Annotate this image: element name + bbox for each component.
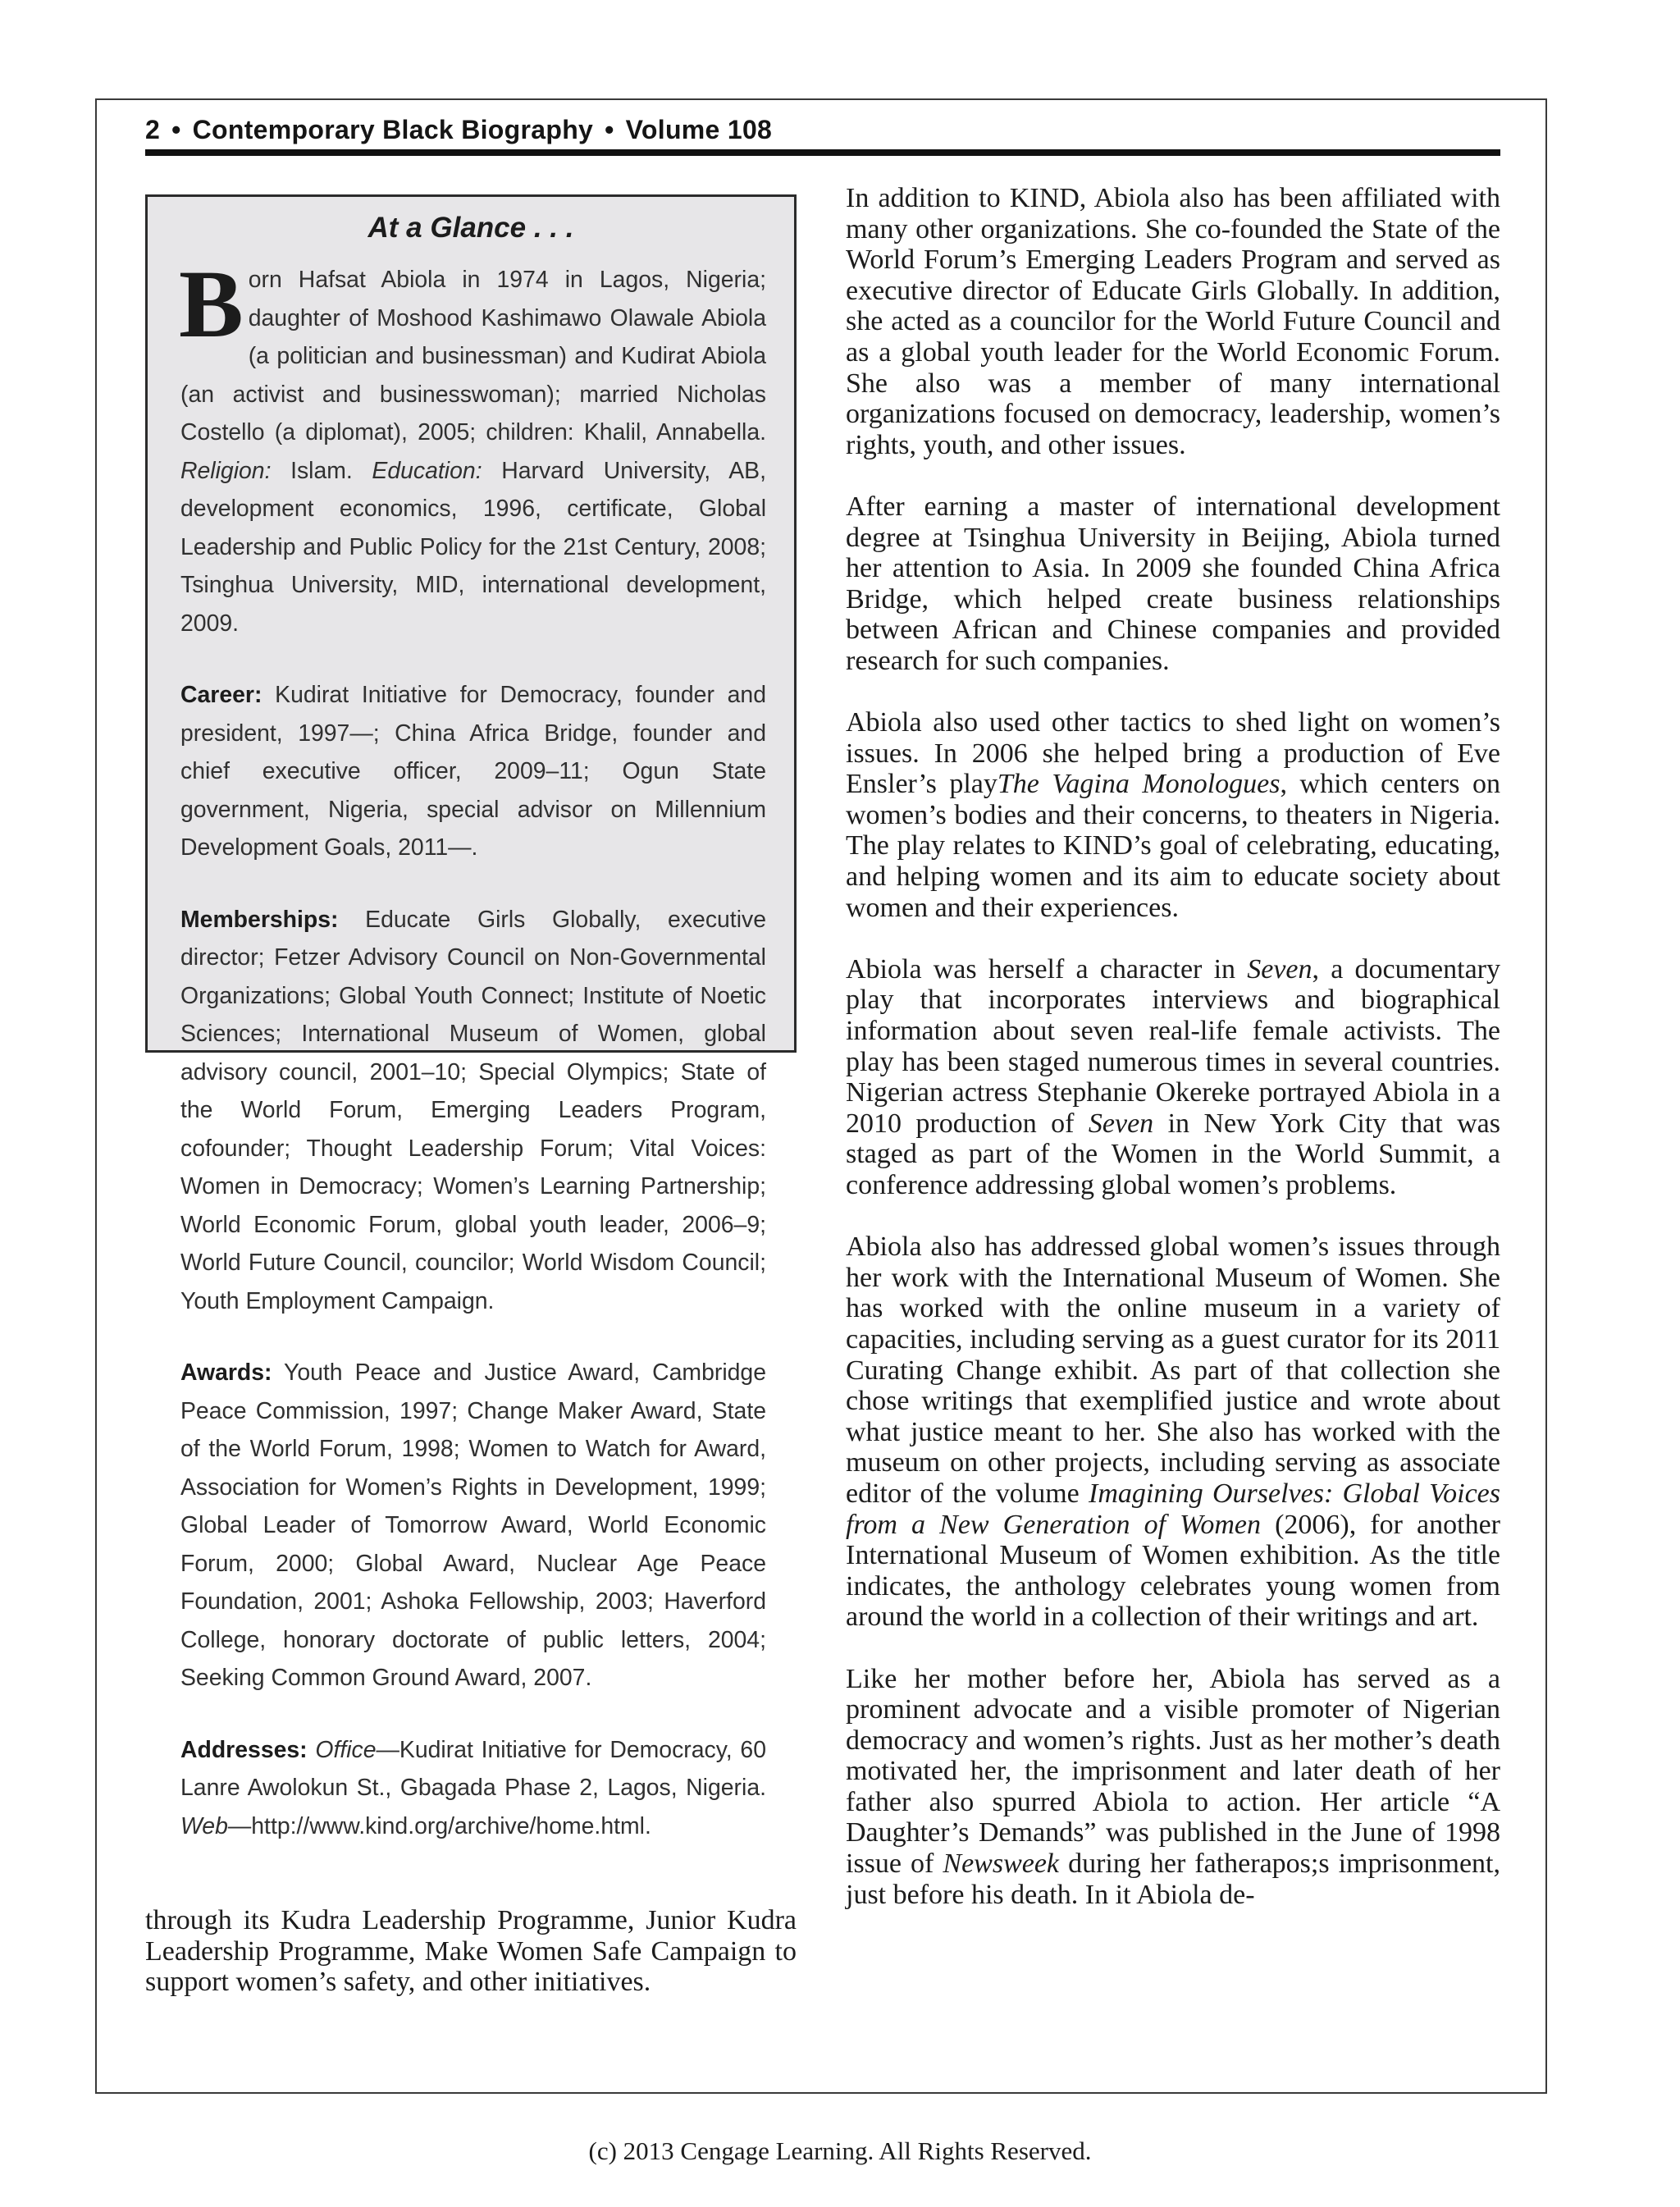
text-run: , a documentary play that incorporates interviews and biographical information about seven real-life female activists. The play has been staged numerous times in several countries. Nigerian actress Stephanie Okereke portrayed Abiola in a 2010 production of (846, 953, 1501, 1139)
drop-cap: B (179, 250, 244, 358)
copyright-footer: (c) 2013 Cengage Learning. All Rights Reserved. (588, 2136, 1092, 2165)
awards-text: Youth Peace and Justice Award, Cambridge Peace Commission, 1997; Change Maker Award, State of the World Forum, 1998; Women to Watch for Award, Association for Women’s Rights in Development, 1999; Global Leader of Tomorrow Award, World Economic Forum, 2000; Global Award, Nuclear Age Peace Foundation, 2001; Ashoka Fellowship, 2003; Haverford College, honorary doctorate of public letters, 2004; Seeking Common Ground Award, 2007. (180, 1359, 766, 1691)
text-run: during her fatherapos;s imprisonment, just before his death. In it Abiola de- (846, 1848, 1500, 1910)
born-text: orn Hafsat Abiola in 1974 in Lagos, Nigeria; daughter of Moshood Kashimawo Olawale Abiola (a politician and businessman) and Kudirat Abiola (an activist and businesswoman); married Nicholas Costello (a diplomat), 2005; children: Khalil, Annabella. (180, 267, 766, 446)
separator-bullet: • (605, 115, 614, 144)
body-paragraph: In addition to KIND, Abiola also has been affiliated with many other organizations. She co-founded the State of the World Forum’s Emerging Leaders Program and served as executive director of Educate Girls Globally. In addition, she acted as a councilor for the World Future Council and as a global youth leader for the World Economic Forum. She also was a member of many international organizations focused on democracy, leadership, women’s rights, youth, and other issues. (846, 183, 1500, 460)
publication-title: Contemporary Black Biography (192, 115, 594, 144)
awards-label: Awards: (180, 1359, 272, 1386)
web-text: —http://www.kind.org/archive/home.html. (227, 1812, 651, 1839)
memberships-label: Memberships: (180, 906, 339, 933)
work-title: Imagining Ourselves: Global Voices from a New Generation of Women (846, 1478, 1500, 1540)
career-text: Kudirat Initiative for Democracy, founder and president, 1997—; China Africa Bridge, founder and chief executive officer, 2009–11; Ogun State government, Nigeria, special advisor on Millennium Development Goals, 2011—. (180, 682, 766, 861)
text-run: (2006), for another International Museum of Women exhibition. As the title indicates, the anthology celebrates young women from around the world in a collection of their writings and art. (846, 1509, 1500, 1633)
office-text: —Kudirat Initiative for Democracy, 60 Lanre Awolokun St., Gbagada Phase 2, Lagos, Nigeria. (180, 1736, 766, 1801)
memberships-text: Educate Girls Globally, executive director; Fetzer Advisory Council on Non-Governmental Organizations; Global Youth Connect; Institute of Noetic Sciences; International Museum of Women, global advisory council, 2001–10; Special Olympics; State of the World Forum, Emerging Leaders Program, cofounder; Thought Leadership Forum; Vital Voices: Women in Democracy; Women’s Learning Partnership; World Economic Forum, global youth leader, 2006–9; World Future Council, councilor; World Wisdom Council; Youth Employment Campaign. (180, 906, 766, 1314)
running-head (145, 115, 1500, 145)
volume-label: Volume 108 (625, 115, 773, 144)
body-paragraph: After earning a master of international development degree at Tsinghua University in Beijing, Abiola turned her attention to Asia. In 2009 she founded China Africa Bridge, which helped create business relationships between African and Chinese companies and provided research for such companies. (846, 491, 1500, 676)
body-paragraph (846, 1231, 1500, 1633)
web-label: Web (180, 1812, 228, 1839)
body-paragraph (846, 1664, 1500, 1911)
office-label: Office (315, 1736, 377, 1763)
career-label: Career: (180, 682, 262, 708)
addresses-label: Addresses: (180, 1736, 308, 1763)
education-text: Harvard University, AB, development economics, 1996, certificate, Global Leadership and Public Policy for the 21st Century, 2008; Tsinghua University, MID, international development, 2009. (180, 457, 766, 637)
work-title: Seven (1247, 953, 1312, 985)
education-label: Education: (372, 457, 482, 484)
text-run: Like her mother before her, Abiola has served as a prominent advocate and a visible promoter of Nigerian democracy and women’s rights. Just as her mother’s death motivated her, the imprisonment and later death of her father also spurred Abiola to action. Her article “A Daughter’s Demands” was published in the June of 1998 issue of (846, 1663, 1500, 1880)
body-paragraph (846, 954, 1500, 1201)
page-number: 2 (145, 115, 161, 144)
work-title: Seven (1088, 1108, 1154, 1139)
sidebar-body (179, 250, 766, 1879)
text-run: Abiola also has addressed global women’s issues through her work with the International Museum of Women. She has worked with the online museum in a variety of capacities, including serving as a guest curator for its 2011 Curating Change exhibit. As part of that collection she chose writings that exemplified justice and wrote about what justice meant to her. She also has worked with the museum on other projects, including serving as associate editor of the volume (846, 1231, 1500, 1509)
memberships-paragraph (180, 901, 766, 1321)
left-column-text (145, 1905, 797, 2028)
awards-paragraph (180, 1354, 766, 1698)
religion-text: Islam. (271, 457, 372, 484)
right-column-text (846, 183, 1500, 1941)
at-a-glance-sidebar (145, 194, 797, 1839)
text-run: , which centers on women’s bodies and their concerns, to theaters in Nigeria. The play relates to KIND’s goal of celebrating, educating, and helping women and its aim to educate society about women and their experiences. (846, 769, 1500, 923)
born-paragraph (179, 250, 766, 642)
text-run: Abiola also used other tactics to shed light on women’s issues. In 2006 she helped bring a production of Eve Ensler’s play (846, 707, 1500, 800)
text-run: in New York City that was staged as part of the Women in the World Summit, a conference addressing global women’s problems. (846, 1108, 1500, 1200)
work-title: Newsweek (943, 1848, 1060, 1880)
continuation-paragraph: through its Kudra Leadership Programme, Junior Kudra Leadership Programme, Make Women Safe Campaign to support women’s safety, and other initiatives. (145, 1905, 797, 1998)
separator-bullet: • (171, 115, 181, 144)
sidebar-title: At a Glance . . . (368, 212, 574, 244)
body-paragraph (846, 707, 1500, 923)
work-title: The Vagina Monologues (997, 769, 1281, 800)
career-paragraph (180, 676, 766, 867)
religion-label: Religion: (180, 457, 272, 484)
text-run: Abiola was herself a character in (846, 953, 1248, 985)
header-rule (145, 149, 1500, 156)
addresses-paragraph (180, 1731, 766, 1846)
